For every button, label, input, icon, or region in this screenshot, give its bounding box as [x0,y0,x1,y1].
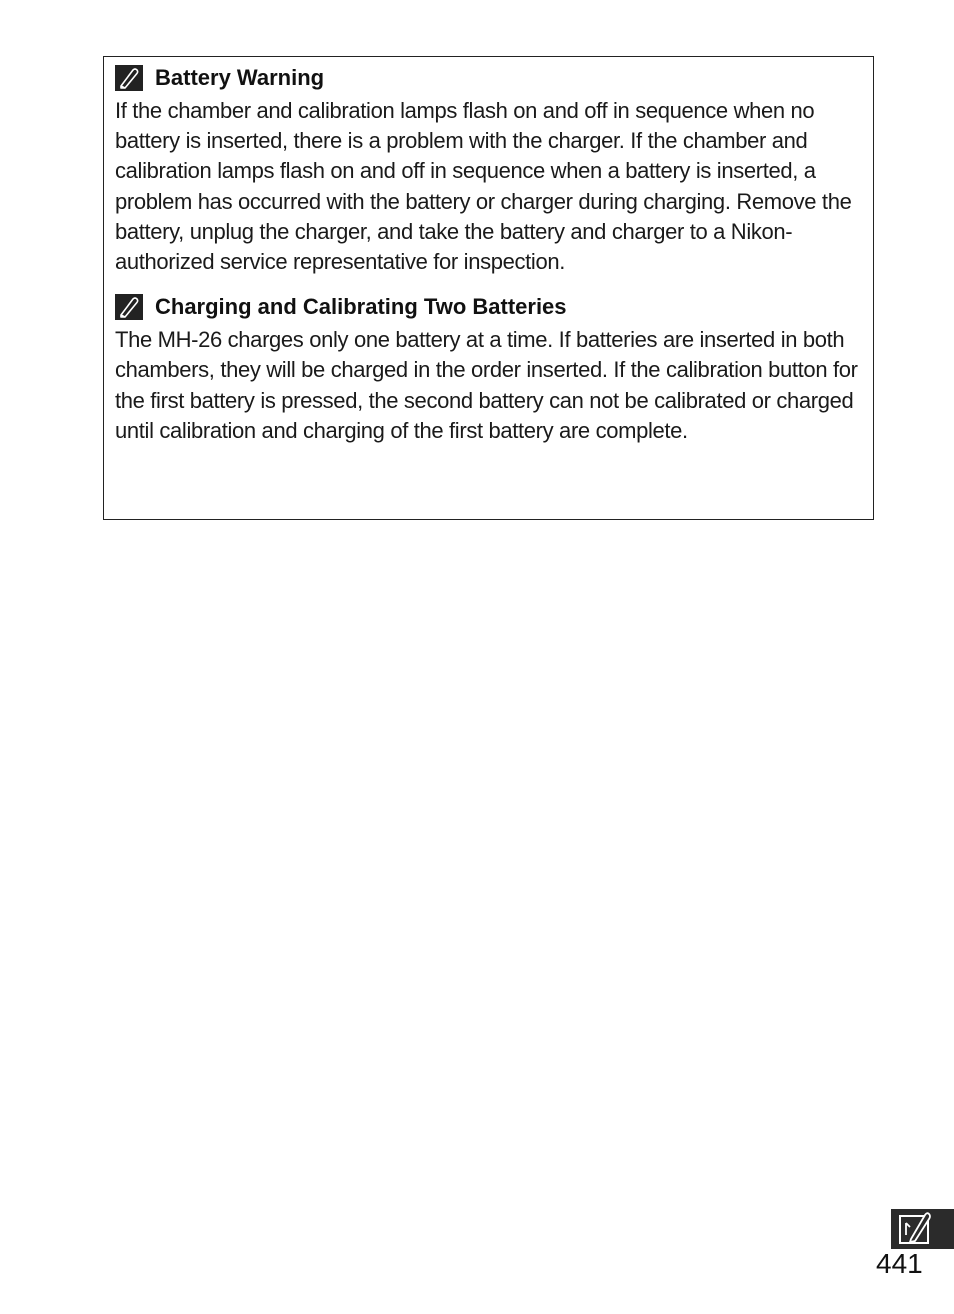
note-heading-row [115,292,861,322]
note-title: Battery Warning [155,65,325,90]
pencil-icon [115,294,143,320]
page-number: 441 [876,1248,923,1279]
note-heading-row [115,63,861,93]
notes-box [103,56,874,520]
pencil-icon [115,65,143,91]
technical-notes-icon [891,1209,954,1249]
note-charging-two-batteries [115,292,861,446]
note-title: Charging and Calibrating Two Batteries [155,294,567,320]
note-body: The MH-26 charges only one battery at a time. If batteries are inserted in both chambers, they will be charged in the order inserted. If the calibration button for the first battery is pressed, the second battery can not be calibrated or charged until calibration and charging of the first battery are complete. [115,327,858,443]
note-battery-warning [115,63,861,277]
note-body: If the chamber and calibration lamps flash on and off in sequence when no battery is inserted, there is a problem with the charger. If the chamber and calibration lamps flash on and off in sequence when a battery is inserted, a problem has occurred with the battery or charger during charging. Remove the battery, unplug the charger, and take the battery and charger to a Nikon-authorized service representative for inspection. [115,98,852,275]
